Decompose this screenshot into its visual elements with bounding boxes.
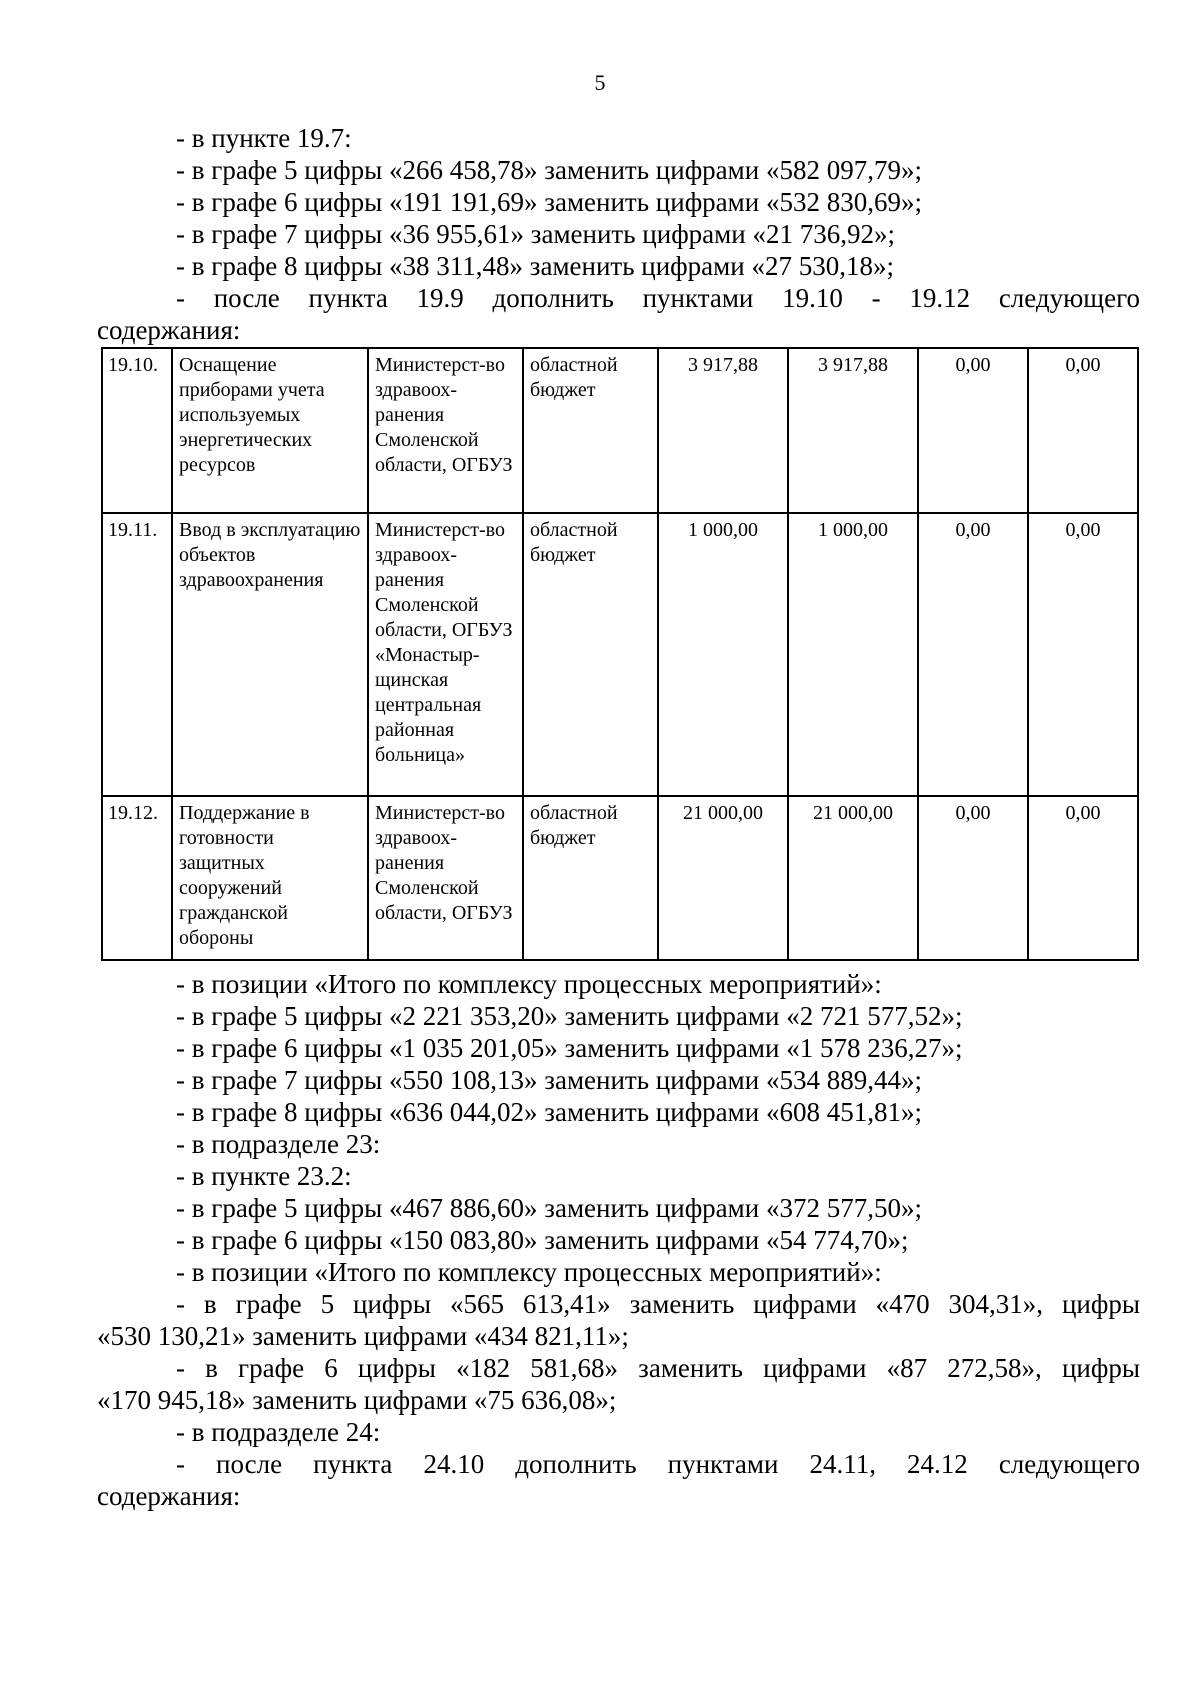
intro-line: - в пункте 19.7: — [176, 123, 352, 153]
amendment-paragraph-line: «530 130,21» заменить цифрами «434 821,11»; — [97, 1321, 629, 1351]
amendment-line: - в подразделе 23: — [176, 1129, 381, 1159]
row-executor: Министерст-во здравоох-ранения Смоленской области, ОГБУЗ — [368, 796, 523, 960]
intro-paragraph-line: - после пункта 19.9 дополнить пунктами 19.10 - 19.12 следующего — [176, 283, 1140, 313]
row-name: Оснащение приборами учета используемых энергетических ресурсов — [172, 348, 368, 513]
row-name: Поддержание в готовности защитных сооружений гражданской обороны — [172, 796, 368, 960]
table-row — [102, 348, 1138, 513]
intro-line: - в графе 7 цифры «36 955,61» заменить цифрами «21 736,92»; — [176, 219, 895, 249]
amendment-paragraph-line: - в графе 6 цифры «182 581,68» заменить цифрами «87 272,58», цифры — [176, 1353, 1140, 1383]
row-col7: 0,00 — [918, 513, 1028, 796]
after-table-section — [97, 968, 1140, 1512]
row-col8: 0,00 — [1028, 348, 1138, 513]
amendment-line: - в позиции «Итого по комплексу процессных мероприятий»: — [176, 1257, 882, 1287]
row-col6: 1 000,00 — [788, 513, 918, 796]
intro-line: - в графе 5 цифры «266 458,78» заменить цифрами «582 097,79»; — [176, 155, 922, 185]
row-number: 19.12. — [102, 796, 172, 960]
amendment-line: - в графе 6 цифры «1 035 201,05» заменить цифрами «1 578 236,27»; — [176, 1033, 963, 1063]
amendment-paragraph-line: «170 945,18» заменить цифрами «75 636,08»; — [97, 1385, 617, 1415]
row-source: областной бюджет — [523, 348, 658, 513]
row-number: 19.10. — [102, 348, 172, 513]
row-col5: 21 000,00 — [658, 796, 788, 960]
row-executor: Министерст-во здравоох-ранения Смоленской области, ОГБУЗ «Монастыр-щинская центральная районная больница» — [368, 513, 523, 796]
amendment-paragraph-line: - после пункта 24.10 дополнить пунктами 24.11, 24.12 следующего — [176, 1449, 1140, 1479]
intro-line: - в графе 6 цифры «191 191,69» заменить цифрами «532 830,69»; — [176, 187, 922, 217]
row-executor: Министерст-во здравоох-ранения Смоленской области, ОГБУЗ — [368, 348, 523, 513]
row-col8: 0,00 — [1028, 796, 1138, 960]
row-name: Ввод в эксплуатацию объектов здравоохранения — [172, 513, 368, 796]
amendment-line: - в графе 8 цифры «636 044,02» заменить цифрами «608 451,81»; — [176, 1097, 922, 1127]
table-row — [102, 796, 1138, 960]
row-col5: 1 000,00 — [658, 513, 788, 796]
amendment-line: - в графе 5 цифры «2 221 353,20» заменить цифрами «2 721 577,52»; — [176, 1001, 963, 1031]
amendment-line: - в графе 7 цифры «550 108,13» заменить цифрами «534 889,44»; — [176, 1065, 922, 1095]
row-source: областной бюджет — [523, 796, 658, 960]
row-col7: 0,00 — [918, 348, 1028, 513]
amendment-line: - в графе 5 цифры «467 886,60» заменить цифрами «372 577,50»; — [176, 1193, 922, 1223]
amendment-line: - в графе 6 цифры «150 083,80» заменить цифрами «54 774,70»; — [176, 1225, 909, 1255]
row-number: 19.11. — [102, 513, 172, 796]
table-row — [102, 513, 1138, 796]
intro-paragraph-line: содержания: — [97, 315, 241, 345]
items-table — [101, 347, 1139, 961]
row-col6: 21 000,00 — [788, 796, 918, 960]
intro-line: - в графе 8 цифры «38 311,48» заменить цифрами «27 530,18»; — [176, 251, 894, 281]
row-col8: 0,00 — [1028, 513, 1138, 796]
amendment-line: - в подразделе 24: — [176, 1417, 381, 1447]
row-col7: 0,00 — [918, 796, 1028, 960]
row-col6: 3 917,88 — [788, 348, 918, 513]
amendment-line: - в позиции «Итого по комплексу процессных мероприятий»: — [176, 969, 882, 999]
page-number: 5 — [594, 70, 606, 95]
row-source: областной бюджет — [523, 513, 658, 796]
amendment-line: - в пункте 23.2: — [176, 1161, 352, 1191]
row-col5: 3 917,88 — [658, 348, 788, 513]
intro-section — [97, 122, 1140, 346]
amendment-paragraph-line: - в графе 5 цифры «565 613,41» заменить цифрами «470 304,31», цифры — [176, 1289, 1140, 1319]
amendment-paragraph-line: содержания: — [97, 1481, 241, 1511]
